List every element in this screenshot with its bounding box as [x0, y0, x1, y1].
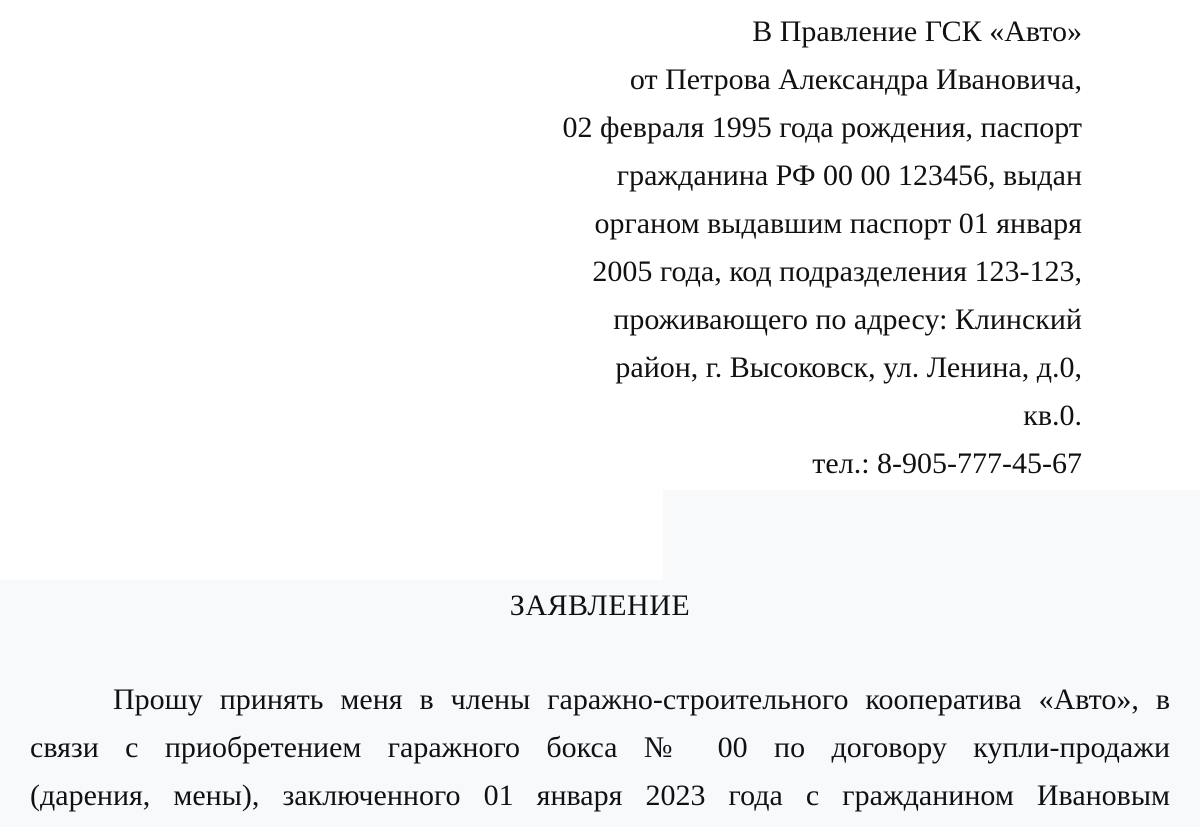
addressee-line: тел.: 8-905-777-45-67	[812, 447, 1082, 480]
addressee-line: 2005 года, код подразделения 123-123,	[592, 255, 1082, 288]
addressee-line: гражданина РФ 00 00 123456, выдан	[616, 159, 1082, 192]
addressee-line: от Петрова Александра Ивановича,	[629, 63, 1082, 96]
addressee-line: проживающего по адресу: Клинский	[613, 303, 1082, 336]
addressee-block	[462, 8, 1082, 488]
addressee-line: В Правление ГСК «Авто»	[752, 15, 1082, 48]
addressee-line: органом выдавшим паспорт 01 января	[594, 207, 1082, 240]
body-line: Прошу принять меня в члены гаражно-строительного кооператива «Авто», в	[113, 683, 1170, 716]
application-body	[30, 676, 1170, 820]
body-line: связи с приобретением гаражного бокса № 00 по договору купли-продажи	[30, 731, 1170, 764]
addressee-line: кв.0.	[1023, 399, 1082, 432]
document-title: ЗАЯВЛЕНИЕ	[509, 589, 691, 622]
addressee-line: 02 февраля 1995 года рождения, паспорт	[562, 111, 1082, 144]
body-line: (дарения, мены), заключенного 01 января 2023 года с гражданином Ивановым	[30, 779, 1170, 812]
addressee-line: район, г. Высоковск, ул. Ленина, д.0,	[615, 351, 1082, 384]
